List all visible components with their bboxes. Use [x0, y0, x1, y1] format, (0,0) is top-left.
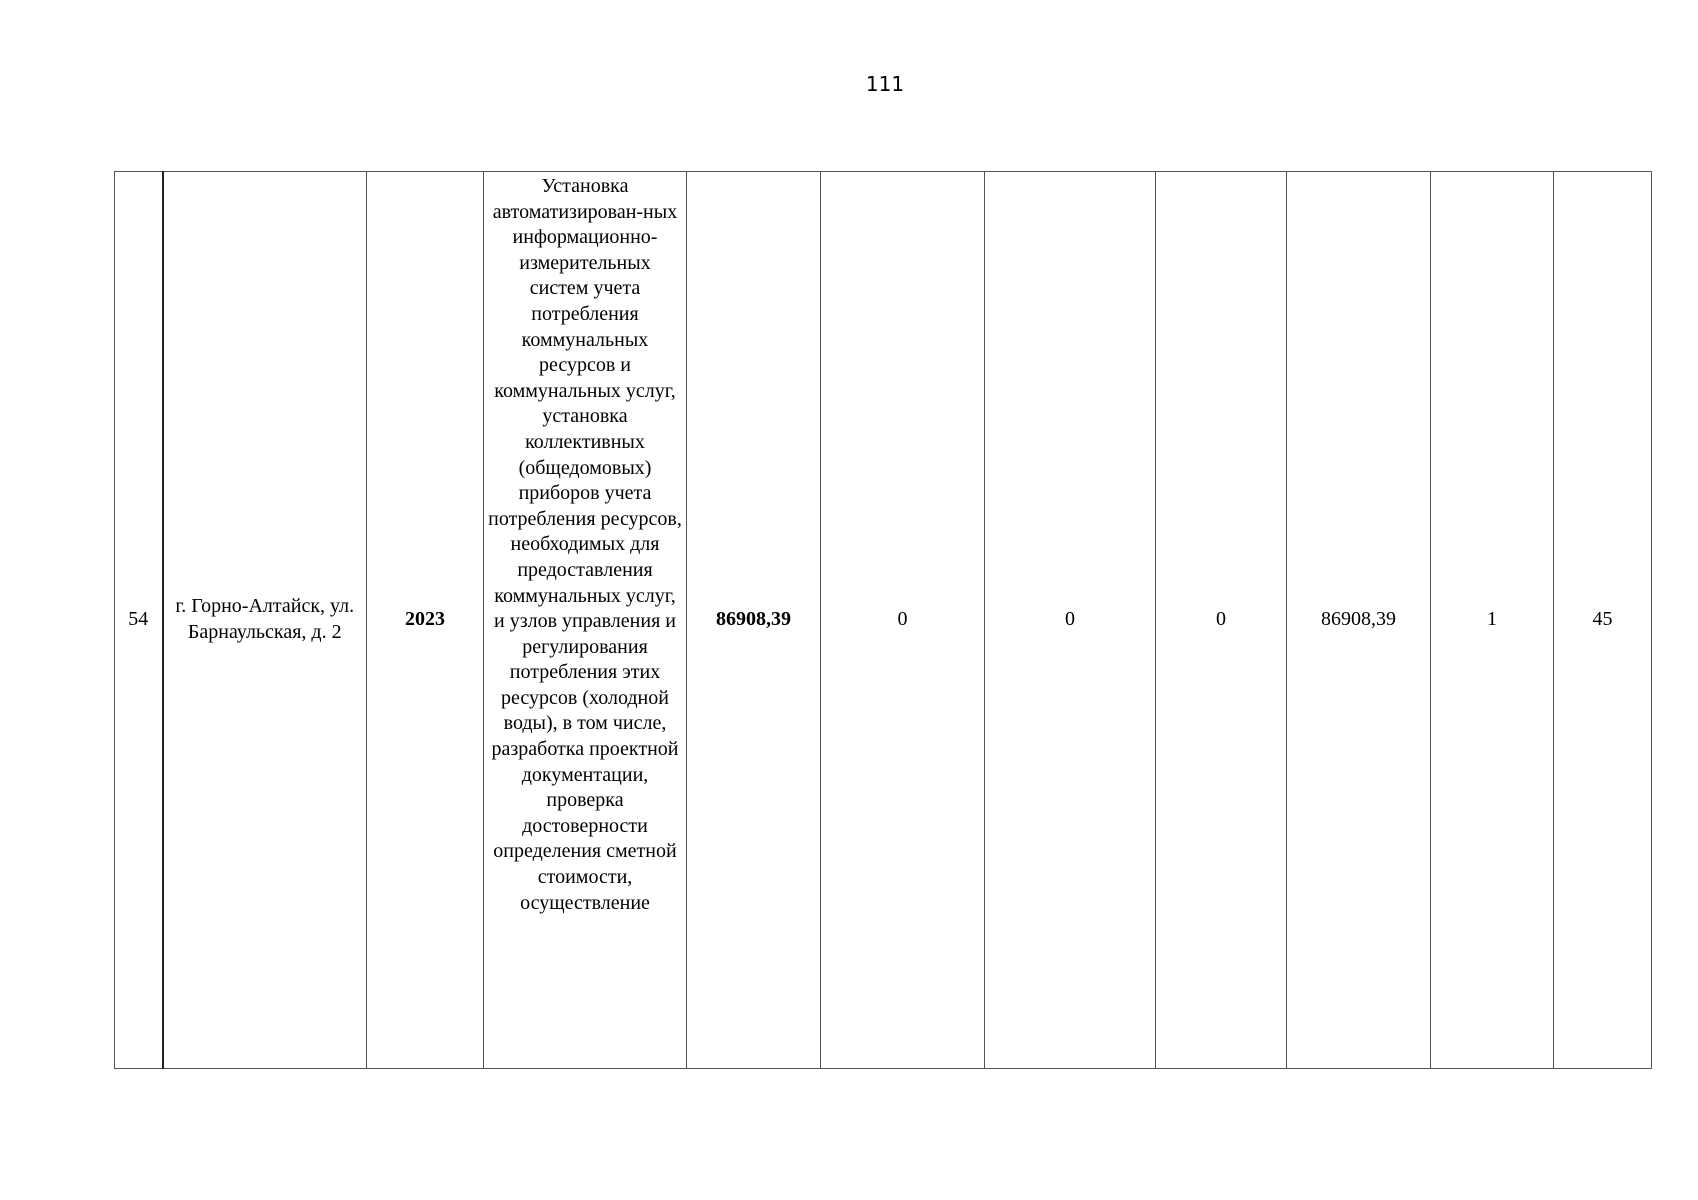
total-cost-cell: 86908,39	[687, 172, 821, 1069]
value-cell-6: 0	[821, 172, 985, 1069]
program-table	[114, 171, 1652, 1069]
table-row	[115, 172, 1652, 1069]
value-cell-11: 45	[1554, 172, 1652, 1069]
year-cell: 2023	[367, 172, 484, 1069]
address-cell: г. Горно-Алтайск, ул. Барнаульская, д. 2	[163, 172, 367, 1069]
work-description-cell	[484, 172, 687, 1069]
page-number: 111	[865, 72, 905, 96]
value-cell-7: 0	[985, 172, 1156, 1069]
value-cell-9: 86908,39	[1287, 172, 1431, 1069]
value-cell-10: 1	[1431, 172, 1554, 1069]
row-number-cell: 54	[115, 172, 163, 1069]
work-description-text: Установка автоматизирован-ных информационно-измерительных систем учета потребления коммунальных ресурсов и коммунальных услуг, установка коллективных (общедомовых) приборов учета потребления ресурсов, необходимых для предоставления коммунальных услуг, и узлов управления и регулирования потребления этих ресурсов (холодной воды), в том числе, разработка проектной документации, проверка достоверности определения сметной стоимости, осуществление	[488, 175, 682, 914]
value-cell-8: 0	[1156, 172, 1287, 1069]
